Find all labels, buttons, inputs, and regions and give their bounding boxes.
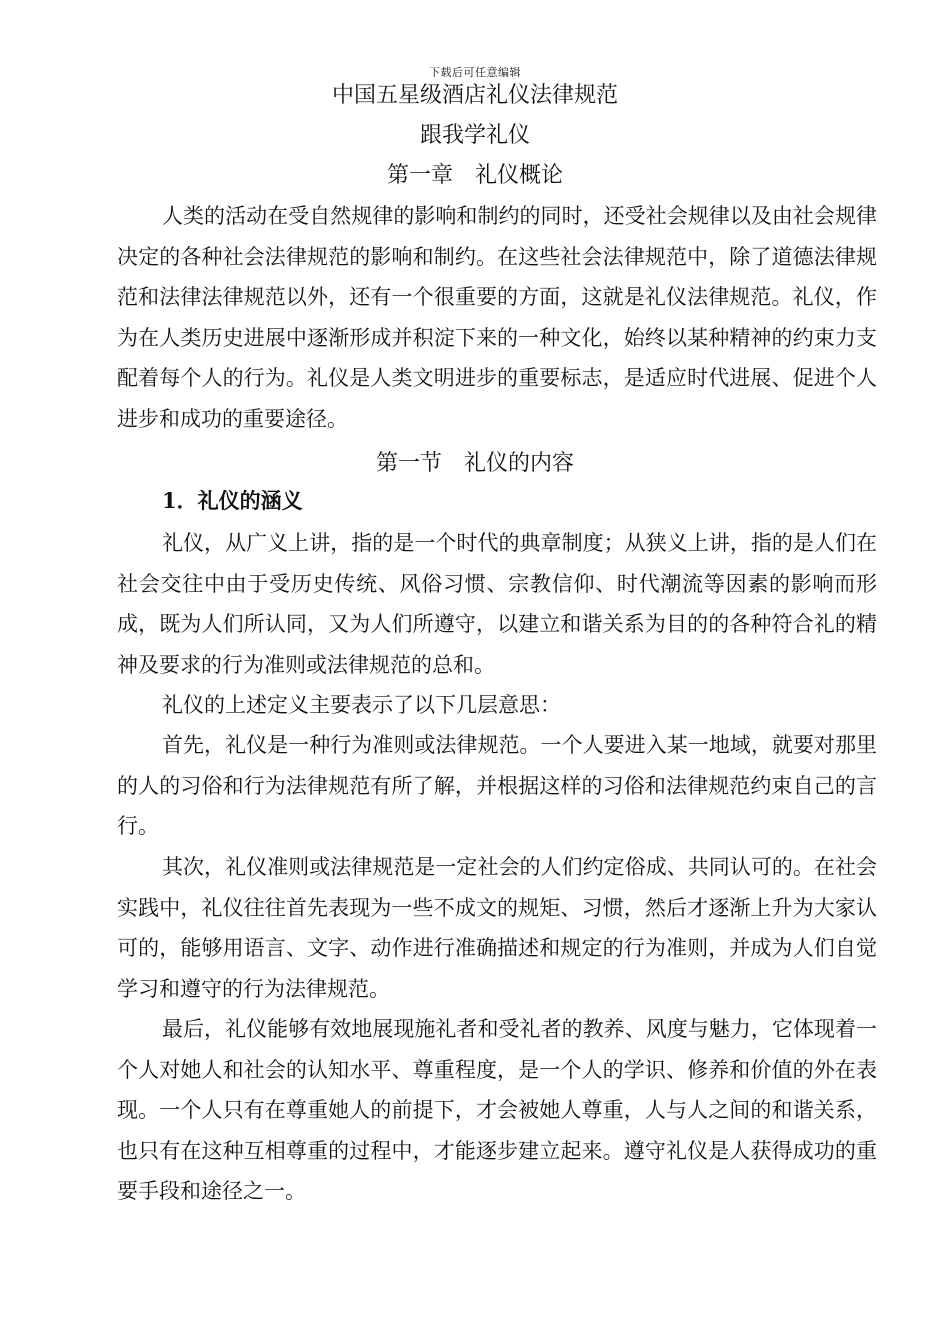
document-subtitle: 跟我学礼仪: [419, 123, 530, 148]
definition-paragraph: 礼仪，从广义上讲，指的是一个时代的典章制度；从狭义上讲，指的是人们在社会交往中由于受历史传统、风俗习惯、宗教信仰、时代潮流等因素的影响而形成，既为人们所认同，又为人们所遵守，以建立和谐关系为目的的各种符合礼的精神及要求的行为准则或法律规范的总和。: [117, 531, 877, 677]
document-title: 中国五星级酒店礼仪法律规范: [331, 83, 618, 108]
chapter-title: 第一章 礼仪概论: [386, 163, 563, 188]
header-note: 下载后可任意编辑: [429, 66, 521, 79]
subsection-heading: 1．礼仪的涵义: [162, 488, 303, 513]
section-title: 第一节 礼仪的内容: [375, 451, 574, 476]
intro-paragraph: 人类的活动在受自然规律的影响和制约的同时，还受社会规律以及由社会规律决定的各种社会法律规范的影响和制约。在这些社会法律规范中，除了道德法律规范和法律法律规范以外，还有一个很重要的方面，这就是礼仪法律规范。礼仪，作为在人类历史进展中逐渐形成并积淀下来的一种文化，始终以某种精神的约束力支配着每个人的行为。礼仪是人类文明进步的重要标志，是适应时代进展、促进个人进步和成功的重要途径。: [117, 204, 877, 431]
summary-paragraph: 礼仪的上述定义主要表示了以下几层意思：: [162, 693, 561, 717]
first-point-paragraph: 首先，礼仪是一种行为准则或法律规范。一个人要进入某一地域，就要对那里的人的习俗和行为法律规范有所了解，并根据这样的习俗和法律规范约束自己的言行。: [117, 733, 877, 838]
second-point-paragraph: 其次，礼仪准则或法律规范是一定社会的人们约定俗成、共同认可的。在社会实践中，礼仪往往首先表现为一些不成文的规矩、习惯，然后才逐渐上升为大家认可的，能够用语言、文字、动作进行准确描述和规定的行为准则，并成为人们自觉学习和遵守的行为法律规范。: [117, 855, 877, 1001]
third-point-paragraph: 最后，礼仪能够有效地展现施礼者和受礼者的教养、风度与魅力，它体现着一个人对她人和社会的认知水平、尊重程度，是一个人的学识、修养和价值的外在表现。一个人只有在尊重她人的前提下，才会被她人尊重，人与人之间的和谐关系，也只有在这种互相尊重的过程中，才能逐步建立起来。遵守礼仪是人获得成功的重要手段和途径之一。: [117, 1017, 877, 1203]
